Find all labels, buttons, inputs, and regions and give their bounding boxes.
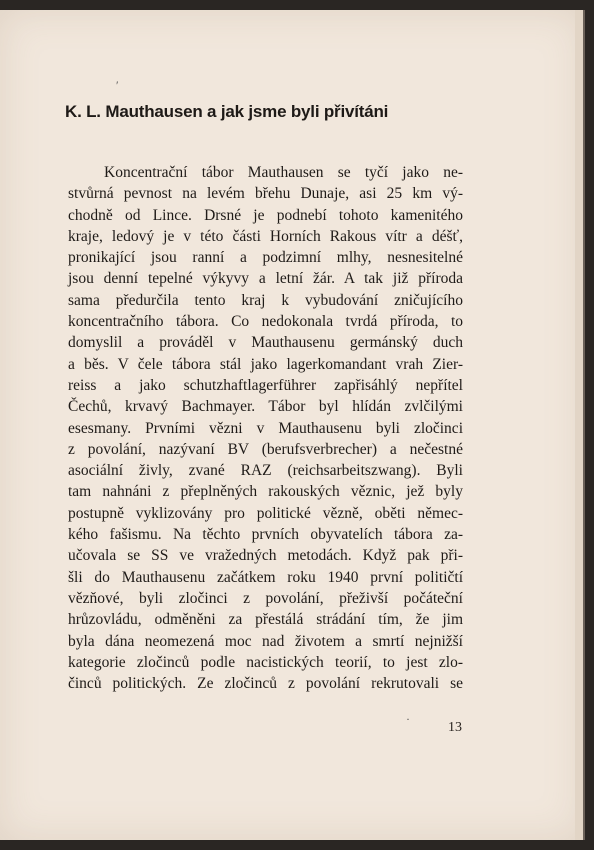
dot-mark: · (406, 712, 410, 726)
text-line: chodně od Lince. Drsné je podnebí tohoto kamenitého (68, 206, 463, 224)
text-line: pronikající jsou ranní a podzimní mlhy, nesnesitelné (68, 249, 463, 267)
text-line: koncentračního tábora. Co nedokonala tvrdá příroda, to (68, 313, 463, 331)
page-edge (575, 10, 583, 840)
page-number: 13 (448, 720, 462, 735)
text-line: hrůzovládu, odměněni za přestálá strádání tím, že jim (68, 611, 463, 629)
text-line: postupně vyklizovány pro politické vězně, oběti němec- (68, 504, 463, 522)
text-line: kategorie zločinců podle nacistických teorií, to jest zlo- (68, 653, 463, 671)
text-line: asociální živly, zvané RAZ (reichsarbeitszwang). Byli (68, 462, 463, 480)
text-line: sama předurčila tento kraj k vybudování zničujícího (68, 291, 463, 309)
text-line: esesmany. Prvními vězni v Mauthausenu byli zločinci (68, 419, 463, 437)
text-line: stvůrná pevnost na levém břehu Dunaje, asi 25 km vý- (68, 185, 463, 203)
text-line: Čechů, krvavý Bachmayer. Tábor byl hlídán zvlčilými (68, 398, 463, 416)
text-line: kého fašismu. Na těchto prvních obyvatelích tábora za- (68, 526, 463, 544)
book-page (0, 10, 585, 840)
text-line: činců politických. Ze zločinců z povolání rekrutovali se (68, 675, 463, 693)
text-line: tam nahnáni z přeplněných rakouských věznic, jež byly (68, 483, 463, 501)
text-line: vězňové, byli zločinci z povolání, přeživší počáteční (68, 589, 463, 607)
text-line: učovala se SS ve vražedných metodách. Když pak při- (68, 547, 463, 565)
text-line: Koncentrační tábor Mauthausen se tyčí jako ne- (104, 164, 463, 181)
text-line: reiss a jako schutzhaftlagerführer zapřisáhlý nepřítel (68, 376, 463, 394)
text-line: kraje, ledový je v této části Horních Rakous vítr a déšť, (68, 227, 463, 245)
text-line: byla dána neomezená moc nad životem a smrtí nejnižší (68, 632, 463, 650)
pencil-mark: ′ (116, 78, 119, 92)
text-line: z povolání, nazývaní BV (berufsverbrecher) a nečestné (68, 440, 463, 458)
text-line: jsou denní tepelné výkyvy a letní žár. A tak již příroda (68, 270, 463, 288)
text-line: šli do Mauthausenu začátkem roku 1940 první političtí (68, 568, 463, 586)
chapter-heading: K. L. Mauthausen a jak jsme byli přivítáni (65, 102, 389, 121)
text-line: a běs. V čele tábora stál jako lagerkomandant vrah Zier- (68, 355, 463, 373)
text-line: domyslil a prováděl v Mauthausenu germánský duch (68, 334, 463, 352)
body-paragraph (68, 162, 463, 694)
